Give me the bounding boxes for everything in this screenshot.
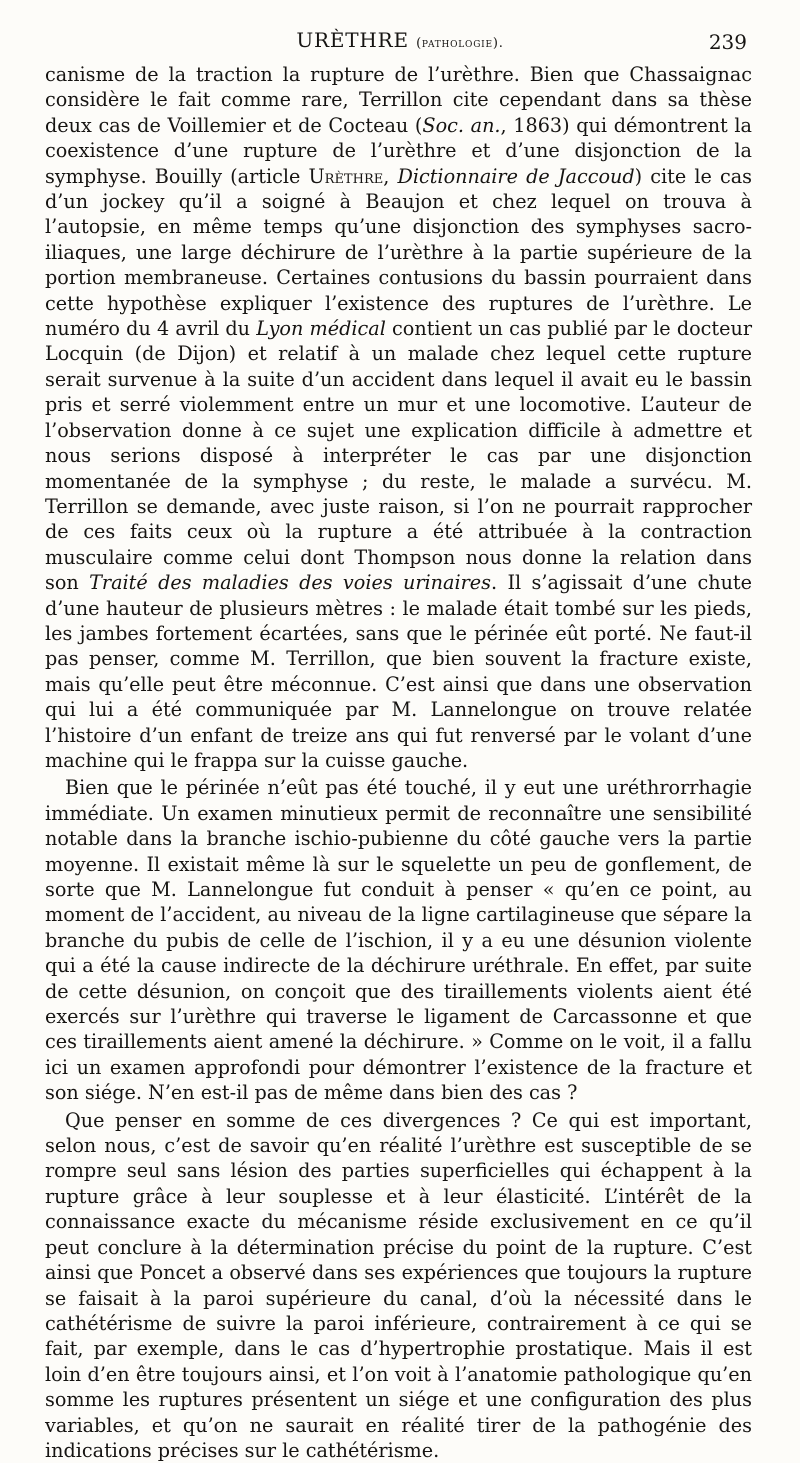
paragraph-1 — [45, 62, 752, 773]
text-run: , — [383, 164, 398, 188]
running-title-main: URÈTHRE — [296, 28, 409, 52]
italic-text: Lyon médical — [256, 317, 386, 341]
running-title-subtitle: (pathologie). — [416, 36, 504, 51]
text-run: . Il s’agissait d’une chute d’une hauteur de plusieurs mètres : le malade était tombé sur les pieds, les jambes fortement écartées, sans que le périnée eût porté. Ne faut-il pas penser, comme M. Terrillon, que bien souvent la fracture existe, mais qu’elle peut être méconnue. C’est ainsi que dans une observation qui lui a été communiquée par M. Lannelongue on trouve relatée l’histoire d’un enfant de treize ans qui fut renversé par le volant d’une machine qui le frappa sur la cuisse gauche. — [45, 571, 752, 772]
text-run: contient un cas publié par le docteur Locquin (de Dijon) et relatif à un malade chez lequel cette rupture serait survenue à la suite d’un accident dans lequel il avait eu le bassin pris et serré violemment entre un mur et une locomotive. L’auteur de l’observation donne à ce sujet une explication difficile à admettre et nous serions disposé à interpréter le cas par une disjonction momentanée de la symphyse ; du reste, le malade a survécu. M. Terrillon se demande, avec juste raison, si l’on ne pourrait rapprocher de ces faits ceux où la rupture a été attribuée à la contraction musculaire comme celui dont Thompson nous donne la relation dans son — [45, 317, 753, 595]
text-run: Bien que le périnée n’eût pas été touché, il y eut une uréthrorrhagie immédiate. Un examen minutieux permit de reconnaître une sensibilité notable dans la branche ischio-pubienne du côté gauche vers la partie moyenne. Il existait même là sur le squelette un peu de gonflement, de sorte que M. Lannelongue fut conduit à penser « qu’en ce point, au moment de l’accident, au niveau de la ligne cartilagineuse que sépare la branche du pubis de celle de l’ischion, il y a eu une désunion violente qui a été la cause indirecte de la déchirure uréthrale. En effet, par suite de cette désunion, on conçoit que des tiraillements violents aient été exercés sur l’urèthre qui traverse le ligament de Carcassonne et que ces tiraillements aient amené la déchirure. » Comme on le voit, il a fallu ici un examen approfondi pour démontrer l’existence de la fracture et son siége. N’en est-il pas de même dans bien des cas ? — [45, 776, 752, 1105]
italic-text: Soc. an. — [422, 113, 501, 137]
text-run: canisme de la traction la rupture de l’urèthre. Bien que Chassaignac considère le fait comme rare, Terrillon cite cependant dans sa thèse deux cas de Voillemier et de Cocteau ( — [45, 63, 752, 137]
italic-text: Dictionnaire de Jaccoud — [397, 164, 635, 188]
page-number: 239 — [708, 30, 747, 54]
paragraph-3 — [45, 1108, 752, 1463]
italic-text: Traité des maladies des voies urinaires — [89, 571, 491, 595]
text-run: , 1863) qui démontrent la coexistence d’une rupture de l’urèthre et d’une disjonction de la symphyse. Bouilly (article — [45, 113, 752, 188]
text-run: ) cite le cas d’un jockey qu’il a soigné à Beaujon et chez lequel on trouva à l’autopsie, en même temps qu’une disjonction des symphyses sacro-iliaques, une large déchirure de l’urèthre à la partie supérieure de la portion membraneuse. Certaines contusions du bassin pourraient dans cette hypothèse expliquer l’existence des ruptures de l’urèthre. Le numéro du 4 avril du — [45, 164, 752, 341]
body-text — [45, 62, 752, 1463]
paragraph-2 — [45, 775, 752, 1105]
small-caps-text: Urèthre — [308, 164, 384, 188]
text-run: Que penser en somme de ces divergences ? Ce qui est important, selon nous, c’est de savoir qu’en réalité l’urèthre est susceptible de se rompre seul sans lésion des parties superficielles qui échappent à la rupture grâce à leur souplesse et à leur élasticité. L’intérêt de la connaissance exacte du mécanisme réside exclusivement en ce qu’il peut conclure à la détermination précise du point de la rupture. C’est ainsi que Poncet a observé dans ses expériences que toujours la rupture se faisait à la paroi supérieure du canal, d’où la nécessité dans le cathétérisme de suivre la paroi inférieure, contrairement à ce qui se fait, par exemple, dans le cas d’hypertrophie prostatique. Mais il est loin d’en être toujours ainsi, et l’on voit à l’anatomie pathologique qu’en somme les ruptures présentent un siége et une configuration des plus variables, et qu’on ne saurait en réalité tirer de la pathogénie des indications précises sur le cathétérisme. — [45, 1108, 752, 1462]
running-header — [45, 28, 755, 54]
running-title — [45, 28, 755, 52]
